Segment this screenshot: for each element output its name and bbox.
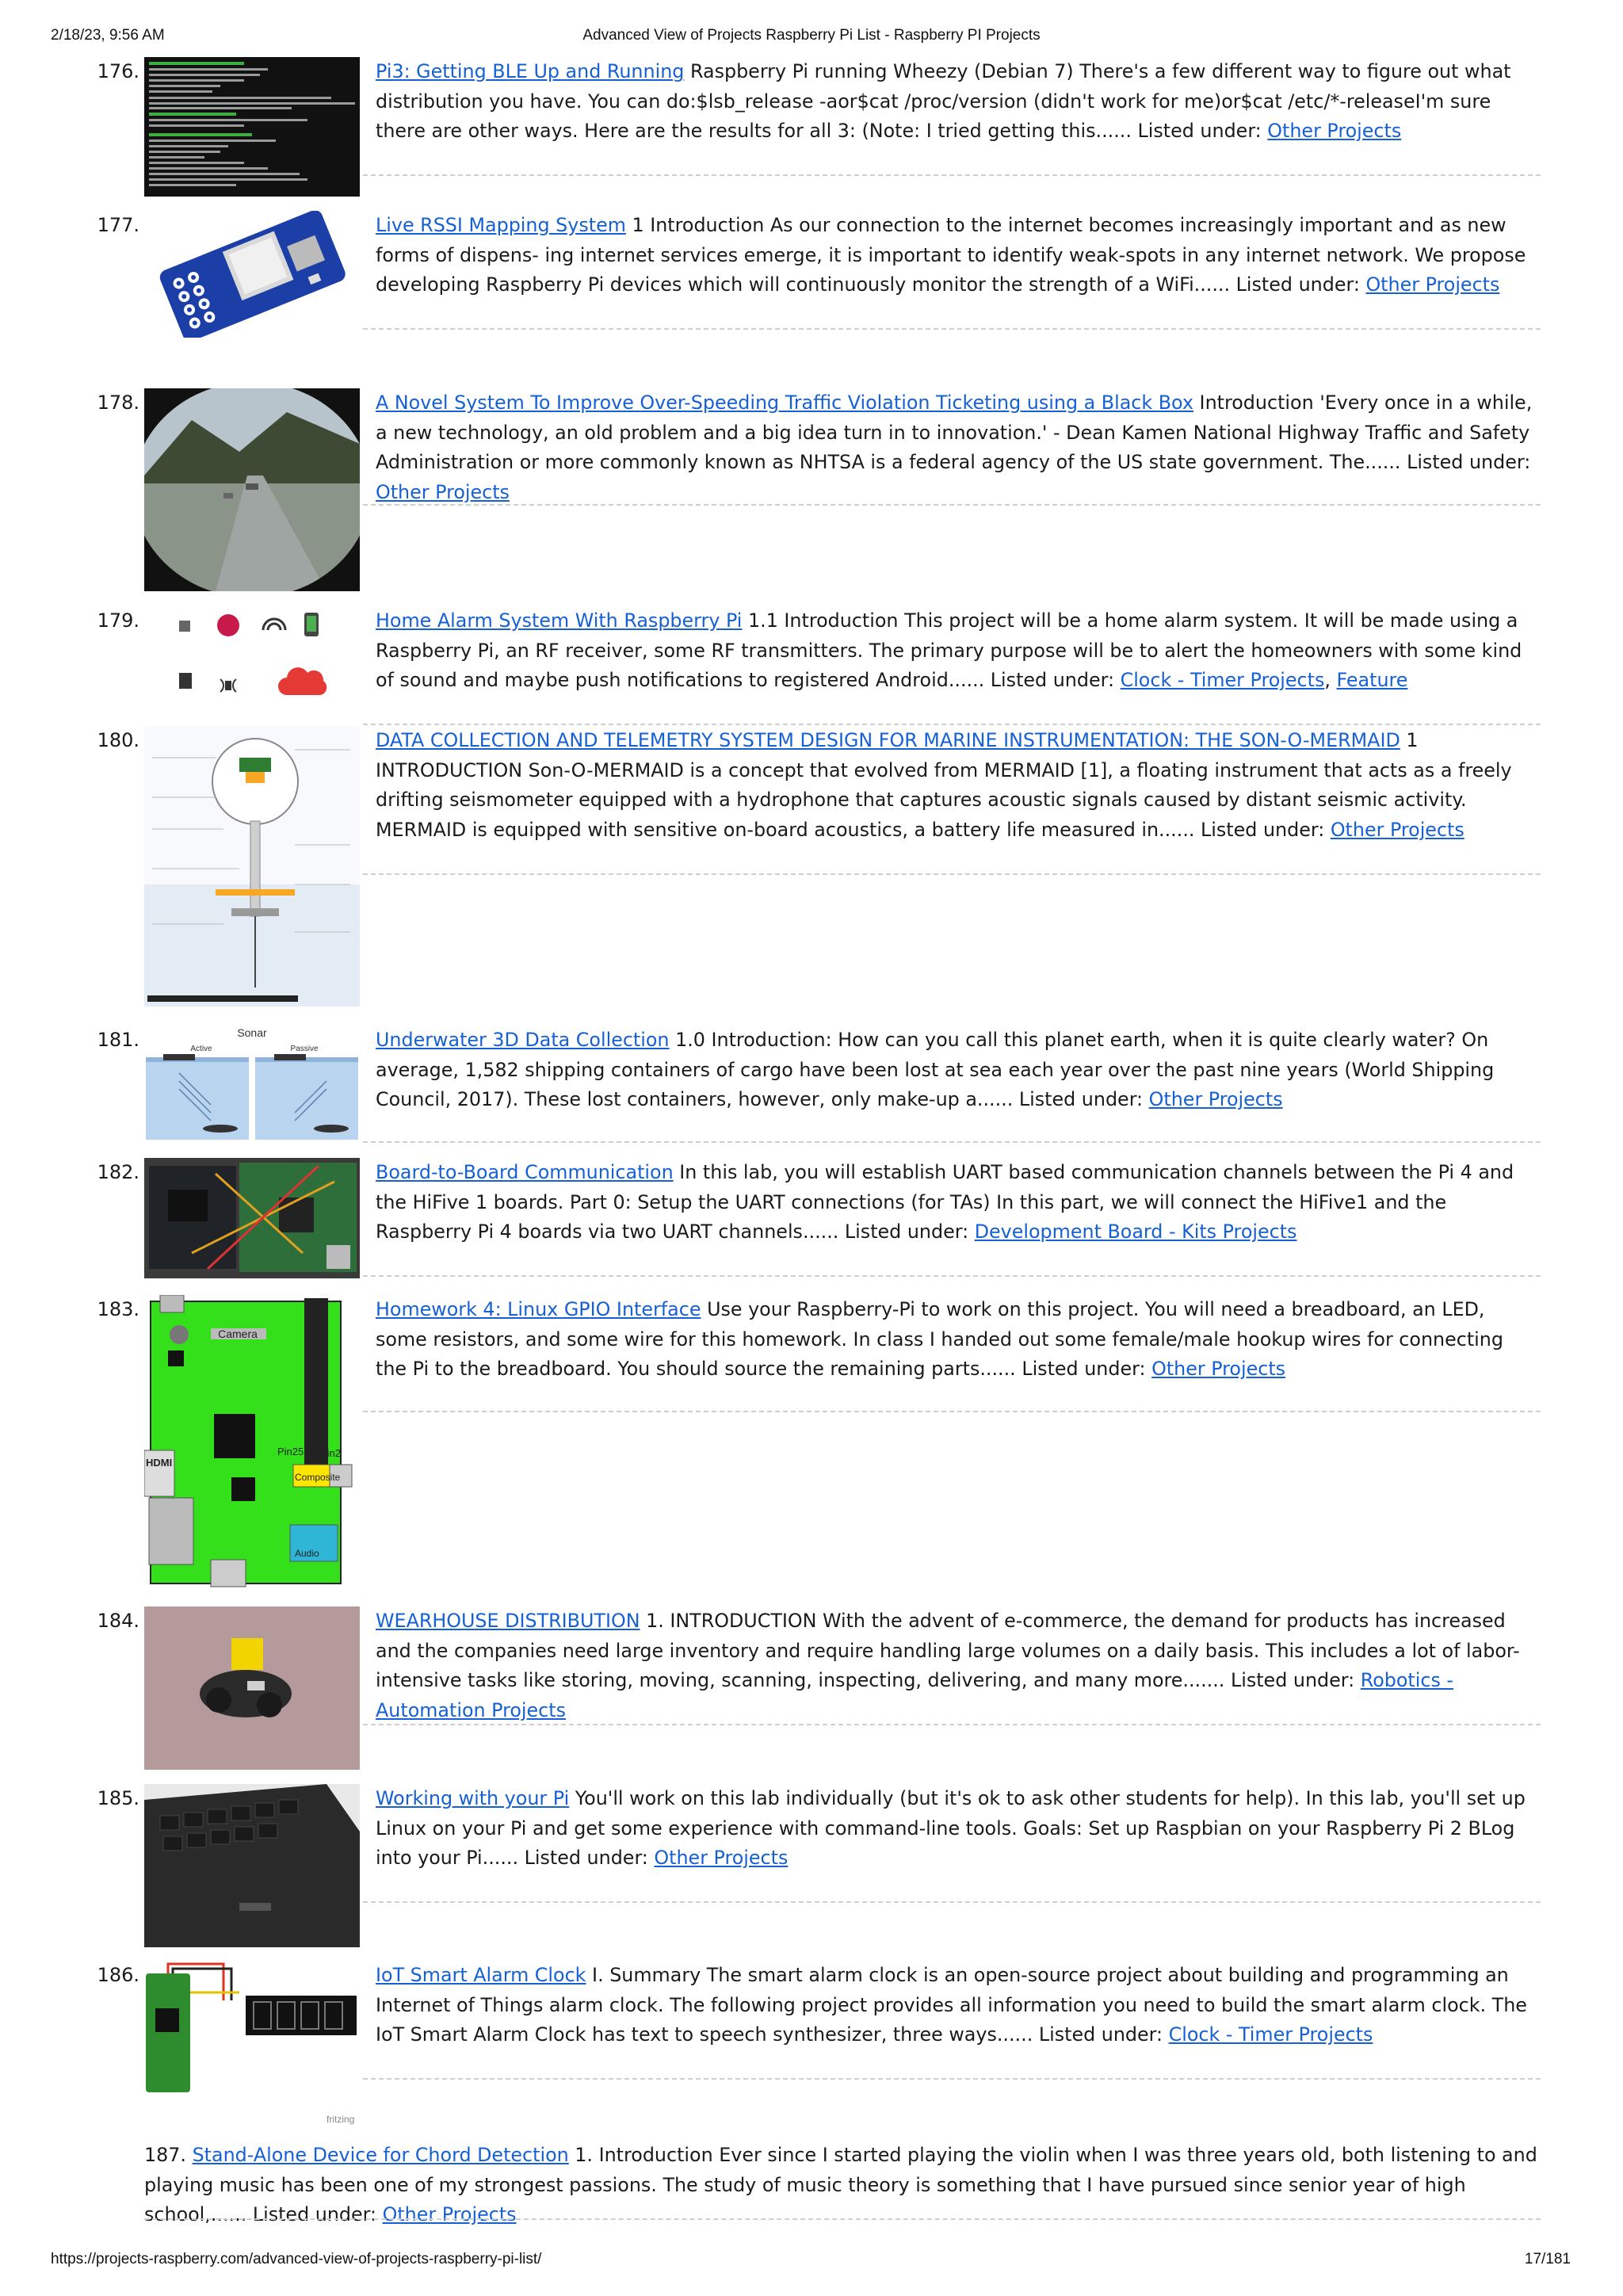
camera-label: Camera xyxy=(218,1328,258,1340)
project-summary: 1.0 Introduction: How can you call this planet earth, when it is quite clearly water? On average, 1,582 shipping containers of cargo have been lost at sea each year over the past nine years (World Shipping Council, 2017). These lost containers, however, only make-up a...... xyxy=(376,1029,1495,1110)
project-title-link[interactable]: Board-to-Board Communication xyxy=(376,1161,674,1183)
item-separator xyxy=(363,724,1541,725)
listed-under-label: Listed under: xyxy=(1201,818,1325,841)
mermaid-diagram-thumbnail xyxy=(144,726,360,1007)
listed-under-label: Listed under: xyxy=(1230,1669,1355,1691)
listed-under-label: Listed under: xyxy=(990,669,1114,691)
gps-module-thumbnail xyxy=(144,211,360,338)
terminal-thumbnail xyxy=(144,57,360,197)
category-link[interactable]: Development Board - Kits Projects xyxy=(974,1221,1297,1243)
print-page-number: 17/181 xyxy=(1524,2251,1571,2267)
item-separator xyxy=(363,328,1541,330)
item-separator xyxy=(144,2218,1541,2220)
fritzing-diagram-thumbnail xyxy=(144,1961,360,2127)
item-number: 179. xyxy=(97,609,139,632)
item-separator xyxy=(363,1275,1541,1277)
project-title-link[interactable]: Pi3: Getting BLE Up and Running xyxy=(376,60,685,82)
laptop-photo-thumbnail xyxy=(144,1784,360,1947)
project-summary: 1. INTRODUCTION With the advent of e-commerce, the demand for products has increased and the companies need large inventory and require handling large volumes on a daily basis. This includes a lot of labor- intensive tasks like storing, moving, scanning, inspecting, delivering, and many more....... xyxy=(376,1610,1520,1691)
listed-under-label: Listed under: xyxy=(524,1847,648,1869)
item-description xyxy=(376,1026,1539,1115)
category-link[interactable]: Feature xyxy=(1336,669,1408,691)
item-separator xyxy=(363,873,1541,875)
category-link[interactable]: Other Projects xyxy=(382,2203,517,2225)
category-link[interactable]: Other Projects xyxy=(1267,120,1402,142)
item-number: 187. xyxy=(144,2144,186,2166)
hdmi-label: HDMI xyxy=(146,1457,173,1469)
robot-photo-thumbnail xyxy=(144,1606,360,1770)
category-link[interactable]: Other Projects xyxy=(1330,818,1465,841)
listed-under-label: Listed under: xyxy=(252,2203,377,2225)
category-link[interactable]: Other Projects xyxy=(376,480,510,503)
item-number: 177. xyxy=(97,214,139,236)
project-summary: 1. Introduction Ever since I started playing the violin when I was three years old, both listening to and playing music has been one of my strongest passions. The study of music theory is something that I have pursued since senior year of high school,...... xyxy=(144,2144,1537,2225)
item-number: 183. xyxy=(97,1298,139,1320)
item-number: 184. xyxy=(97,1610,139,1632)
raspberry-pi-board-thumbnail xyxy=(144,1295,360,1591)
project-title-link[interactable]: A Novel System To Improve Over-Speeding Traffic Violation Ticketing using a Black Box xyxy=(376,392,1193,414)
category-link[interactable]: Other Projects xyxy=(654,1847,789,1869)
item-separator xyxy=(363,174,1541,176)
item-separator xyxy=(363,1724,1541,1725)
project-summary: In this lab, you will establish UART based communication channels between the Pi 4 and the HiFive 1 boards. Part 0: Setup the UART connections (for TAs) In this part, we will connect the HiFive1 and the Raspberry Pi 4 boards via two UART channels...... xyxy=(376,1161,1514,1243)
project-title-link[interactable]: DATA COLLECTION AND TELEMETRY SYSTEM DESIGN FOR MARINE INSTRUMENTATION: THE SON-O-MERMAID xyxy=(376,729,1400,751)
project-title-link[interactable]: WEARHOUSE DISTRIBUTION xyxy=(376,1610,640,1632)
sonar-title: Sonar xyxy=(237,1026,267,1039)
listed-under-label: Listed under: xyxy=(1235,273,1360,296)
category-link[interactable]: Other Projects xyxy=(1365,273,1500,296)
item-separator xyxy=(363,1411,1541,1412)
item-separator xyxy=(363,2078,1541,2080)
boards-photo-thumbnail xyxy=(144,1158,360,1278)
project-summary: Raspberry Pi running Wheezy (Debian 7) There's a few different way to figure out what distribution you have. You can do:$lsb_release -aor$cat /proc/version (didn't work for me)or$cat /etc/*-releaseI'm sure there are other ways. Here are the results for all 3: (Note: I tried getting this...... xyxy=(376,60,1511,142)
print-timestamp: 2/18/23, 9:56 AM xyxy=(51,27,165,44)
item-separator xyxy=(363,1141,1541,1143)
fritzing-watermark: fritzing xyxy=(327,2114,355,2125)
item-number: 186. xyxy=(97,1964,139,1986)
passive-label: Passive xyxy=(290,1045,319,1053)
project-summary: I. Summary The smart alarm clock is an open-source project about building and programming an Internet of Things alarm clock. The following project provides all information you need to build the smart alarm clock. The IoT Smart Alarm Clock has text to speech synthesizer, three ways...... xyxy=(376,1964,1527,2046)
active-label: Active xyxy=(190,1045,212,1053)
print-url: https://projects-raspberry.com/advanced-view-of-projects-raspberry-pi-list/ xyxy=(51,2251,542,2267)
category-link[interactable]: Other Projects xyxy=(1148,1088,1283,1110)
audio-label: Audio xyxy=(295,1548,319,1559)
project-summary: 1 Introduction As our connection to the internet becomes increasingly important and as new forms of dispens- ing internet services emerge, it is important to identify weak-spots in any internet network. We propose developing Raspberry Pi devices which will continuously monitor the strength of a WiFi...... xyxy=(376,214,1526,296)
item-number: 181. xyxy=(97,1029,139,1051)
project-title-link[interactable]: Home Alarm System With Raspberry Pi xyxy=(376,609,743,632)
item-description xyxy=(376,726,1539,845)
item-description xyxy=(376,1295,1539,1385)
item-description xyxy=(376,1606,1539,1725)
project-title-link[interactable]: Working with your Pi xyxy=(376,1787,570,1809)
project-summary: Use your Raspberry-Pi to work on this project. You will need a breadboard, an LED, some resistors, and some wire for this homework. In class I handed out some female/male hookup wires for connecting the Pi to the breadboard. You should source the remaining parts...... xyxy=(376,1298,1503,1380)
item-description: Home Alarm System With Raspberry Pi 1.1 Introduction This project will be a home alarm system. It will be made using a Raspberry Pi, an RF receiver, some RF transmitters. The primary purpose will be to alert the homeowners with some kind of sound and maybe push notifications to registered Android...... Listed under: Clock - Timer Projects, Feature xyxy=(376,609,1522,691)
project-title-link[interactable]: Homework 4: Linux GPIO Interface xyxy=(376,1298,701,1320)
item-number: 176. xyxy=(97,60,139,82)
item-description xyxy=(376,388,1539,507)
listed-under-label: Listed under: xyxy=(844,1221,969,1243)
sonar-thumbnail xyxy=(144,1026,360,1141)
listed-under-label: Listed under: xyxy=(1018,1088,1144,1110)
item-description xyxy=(376,1961,1539,2050)
item-description xyxy=(376,211,1539,300)
item-description xyxy=(376,1158,1539,1247)
item-separator xyxy=(363,1901,1541,1903)
item-number: 182. xyxy=(97,1161,139,1183)
item-description xyxy=(144,2141,1541,2230)
project-summary: 1 INTRODUCTION Son-O-MERMAID is a concept that evolved from MERMAID [1], a floating instrument that acts as a freely drifting seismometer equipped with a hydrophone that captures acoustic signals caused by distant seismic activity. MERMAID is equipped with sensitive on-board acoustics, a battery life measured in...... xyxy=(376,729,1512,841)
alarm-diagram-thumbnail xyxy=(144,606,360,708)
project-title-link[interactable]: Underwater 3D Data Collection xyxy=(376,1029,670,1051)
listed-under-label: Listed under: xyxy=(1038,2023,1163,2046)
dashcam-fisheye-thumbnail xyxy=(144,388,360,591)
composite-label: Composite xyxy=(295,1472,341,1483)
project-title-link[interactable]: IoT Smart Alarm Clock xyxy=(376,1964,586,1986)
category-link[interactable]: Clock - Timer Projects xyxy=(1120,669,1325,691)
project-title-link[interactable]: Live RSSI Mapping System xyxy=(376,214,626,236)
project-summary: You'll work on this lab individually (but it's ok to ask other students for help). In this lab, you'll set up Linux on your Pi and get some experience with command-line tools. Goals: Set up Raspbian on your Raspberry Pi 2 BLog into your Pi...... xyxy=(376,1787,1526,1869)
pin25-label: Pin25 xyxy=(277,1446,304,1457)
project-title-link[interactable]: Stand-Alone Device for Chord Detection xyxy=(192,2144,569,2166)
project-summary: 1.1 Introduction This project will be a home alarm system. It will be made using a Raspberry Pi, an RF receiver, some RF transmitters. The primary purpose will be to alert the homeowners with some kind of sound and maybe push notifications to registered Android...... xyxy=(376,609,1522,691)
listed-under-label: Listed under: xyxy=(1137,120,1262,142)
item-number: 180. xyxy=(97,729,139,751)
item-number: 185. xyxy=(97,1787,139,1809)
item-separator xyxy=(363,504,1541,506)
item-number: 178. xyxy=(97,392,139,414)
listed-under-label: Listed under: xyxy=(1407,451,1531,473)
listed-under-label: Listed under: xyxy=(1022,1358,1146,1380)
category-link[interactable]: Clock - Timer Projects xyxy=(1168,2023,1373,2046)
item-description xyxy=(376,1784,1539,1874)
category-link[interactable]: Other Projects xyxy=(1151,1358,1286,1380)
category-link[interactable]: Robotics - Automation Projects xyxy=(376,1669,1453,1721)
project-summary: Introduction 'Every once in a while, a new technology, an old problem and a big idea turn in to innovation.' - Dean Kamen National Highway Traffic and Safety Administration or more commonly known as NHTSA is a federal agency of the US state government. The...... xyxy=(376,392,1533,473)
pin2-label: Pin2 xyxy=(320,1447,342,1459)
print-page-title: Advanced View of Projects Raspberry Pi List - Raspberry PI Projects xyxy=(582,27,1041,44)
item-description xyxy=(376,57,1539,147)
